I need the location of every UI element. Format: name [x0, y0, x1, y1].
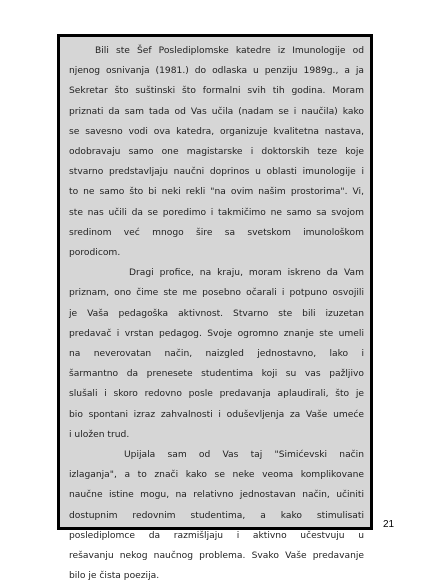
page-number: 21 — [383, 519, 395, 530]
text-line: Bili ste Šef Poslediplomske katedre iz Imunologije od — [95, 46, 364, 56]
text-line: Dragi profice, na kraju, moram iskreno da Vam — [129, 268, 364, 279]
text-line: na neverovatan način, naizgled jednostavno, lako i — [69, 349, 364, 360]
text-line: naučne istine mogu, na relativno jednostavan način, učiniti — [69, 490, 364, 501]
text-line: rešavanju nekog naučnog problema. Svako Vaše predavanje — [69, 551, 364, 562]
text-line: to ne samo što bi neki rekli "na ovim našim prostorima". Vi, — [69, 187, 364, 198]
text-line: predavač i vrstan pedagog. Svoje ogromno znanje ste umeli — [69, 328, 364, 339]
text-line: se savesno vodi ova katedra, organizuje kvalitetna nastava, — [69, 126, 364, 137]
text-line: priznati da sam tada od Vas učila (nadam se i naučila) kako — [69, 106, 364, 117]
text-line: poslediplomce da razmišljaju i aktivno učestvuju u — [69, 530, 364, 541]
text-line: odobravaju samo one magistarske i doktorskih teze koje — [69, 147, 364, 158]
text-line: njenog osnivanja (1981.) do odlaska u penziju 1989g., a ja — [69, 66, 364, 77]
text-line: stvarno predstavljaju naučni doprinos u oblasti imunologije i — [69, 167, 364, 178]
text-line: Upijala sam od Vas taj "Simićevski način — [124, 450, 364, 461]
text-line: sredinom već mnogo šire sa svetskom imunološkom — [69, 227, 364, 238]
document-text-box — [57, 34, 373, 582]
text-line: je Vaša pedagoška aktivnost. Stvarno ste bili izuzetan — [69, 308, 364, 319]
paragraph-3 — [69, 445, 364, 586]
paragraph-1 — [69, 41, 364, 263]
paragraph-2 — [69, 263, 364, 445]
text-line: Sekretar što suštinski što formalni svih tih godina. Moram — [69, 86, 364, 97]
text-line: bilo je čista poezija. — [69, 571, 160, 582]
text-line: slušali i skoro redovno posle predavanja aplaudirali, što je — [69, 389, 364, 400]
text-line: dostupnim redovnim studentima, a kako stimulisati — [69, 510, 364, 521]
text-line: bio spontani izraz zahvalnosti i oduševljenja za Vaše umeće — [69, 409, 364, 420]
text-line: porodicom. — [69, 248, 121, 259]
text-line: ste nas učili da se poredimo i takmičimo ne samo sa svojom — [69, 207, 364, 218]
text-line: izlaganja", a to znači kako se neke veoma komplikovane — [69, 470, 364, 481]
text-line: priznam, ono čime ste me posebno očarali i potpuno osvojili — [69, 288, 364, 299]
text-line: i uložen trud. — [69, 429, 130, 440]
text-line: šarmantno da prenesete studentima koji su vas pažljivo — [69, 369, 364, 380]
